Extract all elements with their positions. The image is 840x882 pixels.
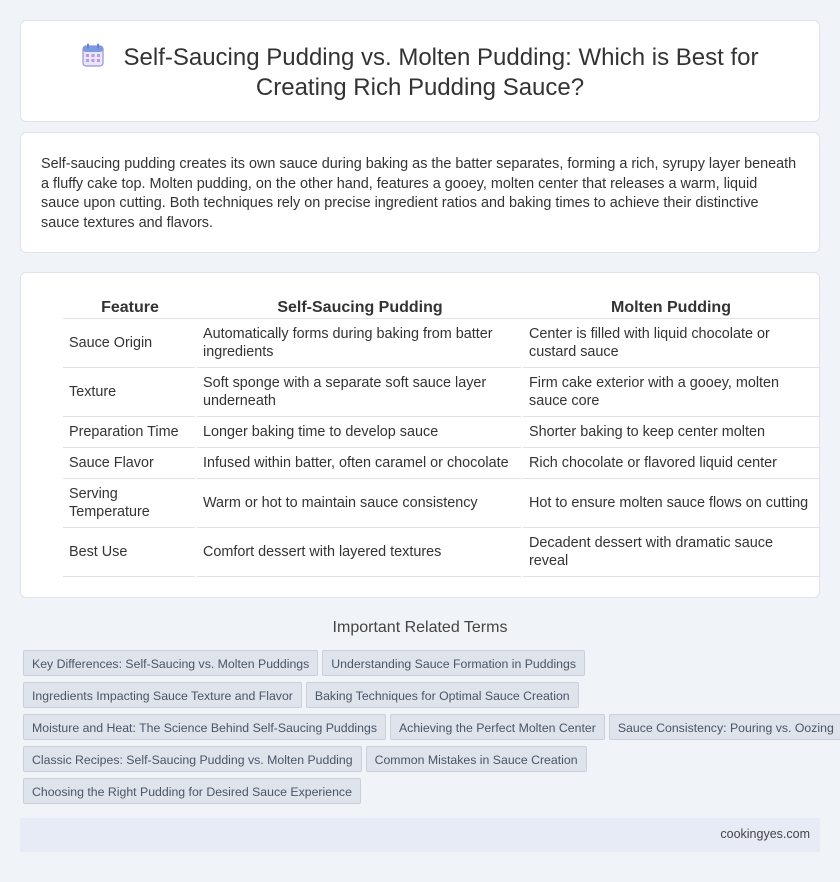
table-header-row [63,297,819,319]
feature-cell: Serving Temperature [63,479,197,528]
molten-cell: Decadent dessert with dramatic sauce reveal [523,528,819,577]
related-terms-list [23,650,834,810]
related-term-tag[interactable]: Common Mistakes in Sauce Creation [366,746,587,772]
header-feature: Feature [63,297,197,319]
table-row [63,319,819,368]
molten-cell: Hot to ensure molten sauce flows on cutting [523,479,819,528]
self-saucing-cell: Soft sponge with a separate soft sauce layer underneath [197,368,523,417]
feature-cell: Best Use [63,528,197,577]
related-terms-title: Important Related Terms [332,619,508,636]
molten-cell: Firm cake exterior with a gooey, molten sauce core [523,368,819,417]
feature-cell: Sauce Origin [63,319,197,368]
self-saucing-cell: Warm or hot to maintain sauce consistency [197,479,523,528]
page-title-text: Self-Saucing Pudding vs. Molten Pudding: Which is Best for Creating Rich Pudding Sauce? [123,44,759,101]
related-term-tag[interactable]: Moisture and Heat: The Science Behind Self-Saucing Puddings [23,714,386,740]
table-row [63,448,819,479]
related-term-tag[interactable]: Key Differences: Self-Saucing vs. Molten Puddings [23,650,318,676]
molten-cell: Center is filled with liquid chocolate or custard sauce [523,319,819,368]
related-term-tag[interactable]: Understanding Sauce Formation in Puddings [322,650,585,676]
related-term-tag[interactable]: Achieving the Perfect Molten Center [390,714,605,740]
molten-cell: Rich chocolate or flavored liquid center [523,448,819,479]
header-self-saucing: Self-Saucing Pudding [197,297,523,319]
self-saucing-cell: Infused within batter, often caramel or chocolate [197,448,523,479]
feature-cell: Preparation Time [63,417,197,448]
related-term-tag[interactable]: Choosing the Right Pudding for Desired Sauce Experience [23,778,361,804]
feature-cell: Texture [63,368,197,417]
calendar-icon [82,43,104,67]
feature-cell: Sauce Flavor [63,448,197,479]
header-molten: Molten Pudding [523,297,819,319]
comparison-table [63,297,819,577]
self-saucing-cell: Comfort dessert with layered textures [197,528,523,577]
intro-paragraph: Self-saucing pudding creates its own sauce during baking as the batter separates, forming a rich, syrupy layer beneath a fluffy cake top. Molten pudding, on the other hand, features a gooey, molten center that releases a warm, liquid sauce upon cutting. Both techniques rely on precise ingredient ratios and baking times to achieve their distinctive sauce textures and flavors. [41,156,797,231]
related-term-tag[interactable]: Baking Techniques for Optimal Sauce Creation [306,682,579,708]
table-row [63,368,819,417]
related-term-tag[interactable]: Sauce Consistency: Pouring vs. Oozing [609,714,840,740]
related-term-tag[interactable]: Classic Recipes: Self-Saucing Pudding vs. Molten Pudding [23,746,362,772]
molten-cell: Shorter baking to keep center molten [523,417,819,448]
self-saucing-cell: Automatically forms during baking from batter ingredients [197,319,523,368]
self-saucing-cell: Longer baking time to develop sauce [197,417,523,448]
intro-card [20,132,820,253]
footer-bar [20,818,820,852]
related-term-tag[interactable]: Ingredients Impacting Sauce Texture and Flavor [23,682,302,708]
comparison-card [20,272,820,598]
footer-site-link[interactable]: cookingyes.com [720,827,810,841]
table-row [63,528,819,577]
title-card [20,20,820,122]
table-row [63,417,819,448]
table-row [63,479,819,528]
page-title [61,43,779,103]
